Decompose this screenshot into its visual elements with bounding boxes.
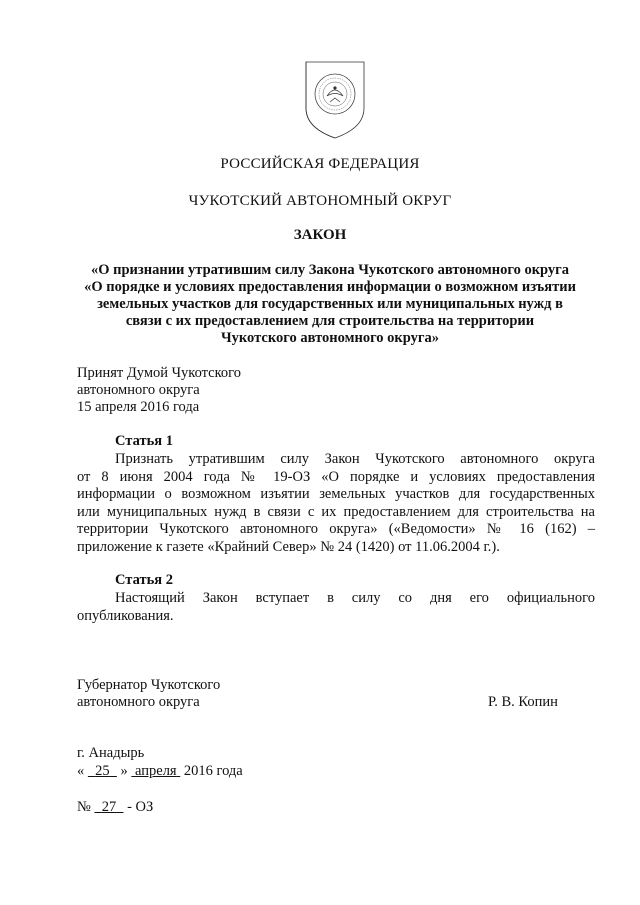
place-date-block [77,744,243,780]
article-1-line: Признать утратившим силу Закон Чукотского автономного округа [115,451,595,467]
document-type-heading: ЗАКОН [293,227,347,243]
article-1-line: информации о возможном изъятии земельных участков для государственных [77,486,595,502]
adoption-line: автономного округа [77,382,200,398]
country-heading: РОССИЙСКАЯ ФЕДЕРАЦИЯ [220,156,420,172]
article-2-line: Настоящий Закон вступает в силу со дня его официального [115,590,595,606]
law-number [77,798,153,816]
date-close-quote: » [120,763,128,779]
adoption-date: 15 апреля 2016 года [77,399,200,415]
article-1-line: приложение к газете «Крайний Север» № 24 (1420) от 11.06.2004 г.). [77,538,500,555]
signatory-name: Р. В. Копин [488,694,558,710]
adoption-line: Принят Думой Чукотского [77,365,242,381]
law-title-line: связи с их предоставлением для строительства на территории [125,313,535,329]
signing-date [77,762,243,780]
article-1-heading: Статья 1 [115,433,173,449]
signatory-position-line: Губернатор Чукотского [77,677,221,693]
article-1-line: от 8 июня 2004 года № 19-ОЗ «О порядке и условиях предоставления [77,468,595,485]
article-2-line: опубликования. [77,607,174,624]
city: г. Анадырь [77,745,145,761]
article-1-line: или муниципальных нужд в связи с их предоставлением для строительства на [77,503,595,520]
date-day: 25 [95,763,110,779]
article-2-text [77,590,595,625]
law-title [70,262,590,347]
date-month: апреля [135,763,177,779]
article-2-heading: Статья 2 [115,572,173,588]
article-1-text [77,451,595,556]
date-open-quote: « [77,763,85,779]
coat-of-arms-emblem [300,58,370,142]
signatory-position-line: автономного округа [77,694,200,710]
law-number-suffix: - ОЗ [127,799,154,815]
law-number-prefix: № [77,799,91,815]
article-1-line: территории Чукотского автономного округа» («Ведомости» № 16 (162) – [77,521,595,537]
law-title-line: земельных участков для государственных или муниципальных нужд в [97,296,563,312]
law-title-line: «О признании утратившим силу Закона Чукотского автономного округа [90,262,570,278]
adoption-note [77,365,241,416]
date-year: 2016 года [183,763,243,779]
region-heading: ЧУКОТСКИЙ АВТОНОМНЫЙ ОКРУГ [188,193,452,209]
signatory-position [77,677,220,711]
law-title-line: «О порядке и условиях предоставления информации о возможном изъятии [84,279,576,295]
law-number-value: 27 [101,799,117,815]
law-title-line: Чукотского автономного округа» [221,330,439,346]
